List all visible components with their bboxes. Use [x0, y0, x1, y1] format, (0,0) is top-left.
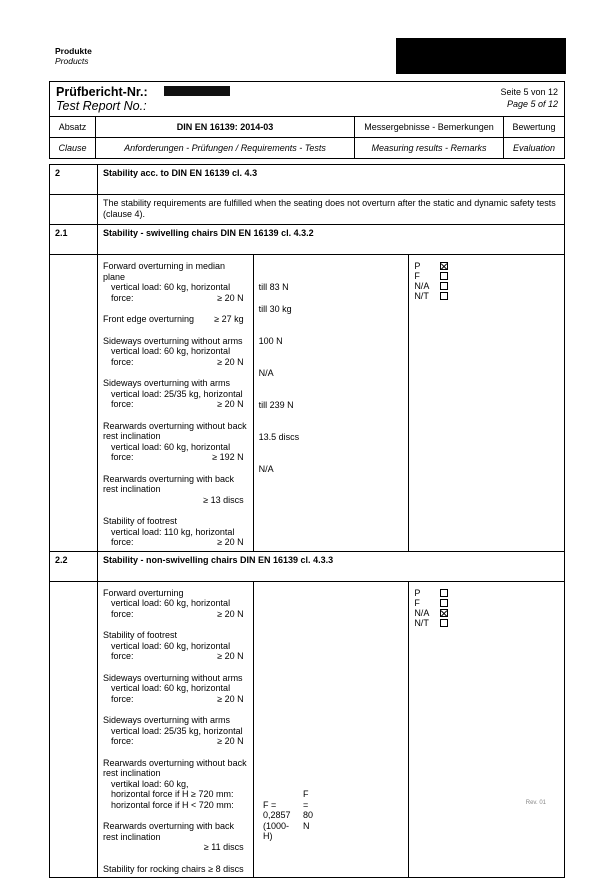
req-limit: ≥ 13 discs	[203, 494, 244, 505]
req-limit: ≥ 20 N	[217, 292, 244, 303]
result-value: 100 N	[258, 335, 283, 346]
req-detail: vertical load: 110 kg, horizontal force:	[111, 526, 235, 547]
revision-label: Rev. 01	[525, 800, 546, 806]
req-detail: horizontal force if H ≥ 720 mm:	[111, 789, 234, 799]
col-clause-en: Clause	[50, 138, 96, 159]
req-row	[103, 261, 248, 303]
req-title: Sideways overturning with arms	[103, 378, 231, 388]
req-row	[103, 516, 248, 548]
req-title: Sideways overturning with arms	[103, 715, 231, 725]
section-21-requirements	[98, 255, 254, 552]
checkbox-na-checked[interactable]	[440, 609, 448, 617]
eval-label-f: F	[414, 597, 420, 608]
checkbox-nt[interactable]	[440, 292, 448, 300]
req-detail: vertikal load: 60 kg,	[111, 778, 189, 789]
req-detail: horizontal force if H < 720 mm:	[111, 799, 234, 810]
report-number-label-de: Prüfbericht-Nr.:	[56, 85, 148, 99]
result-value: till 239 N	[258, 399, 294, 410]
eval-label-f: F	[414, 271, 420, 281]
result-value: 13.5 discs	[258, 431, 300, 442]
products-de: Produkte	[55, 46, 92, 56]
req-row	[103, 673, 248, 705]
column-header-table	[49, 116, 565, 159]
req-detail: vertical load: 60 kg, horizontal force:	[111, 282, 231, 303]
section-2-number: 2	[50, 165, 98, 195]
col-requirements: Anforderungen - Prüfungen / Requirements - Tests	[96, 138, 355, 159]
req-title: Sideways overturning without arms	[103, 672, 243, 683]
page-de: Seite 5 von 12	[500, 87, 558, 97]
req-title: Stability of footrest	[103, 516, 178, 526]
section-22-evaluation	[409, 581, 565, 878]
req-title: Rearwards overturning without back rest inclination	[103, 420, 247, 441]
req-title: Rearwards overturning without back rest inclination	[103, 757, 247, 778]
section-21-number: 2.1	[50, 225, 98, 255]
req-row	[103, 314, 248, 325]
col-results-en: Measuring results - Remarks	[355, 138, 504, 159]
req-limit: ≥ 20 N	[217, 693, 244, 704]
req-title: Rearwards overturning with back rest inclination	[103, 821, 235, 842]
req-title: Sideways overturning without arms	[103, 335, 243, 346]
report-number-label-en: Test Report No.:	[56, 99, 147, 113]
req-detail: vertical load: 60 kg, horizontal force:	[111, 346, 231, 367]
page-indicator	[500, 86, 558, 110]
req-title: Stability of footrest	[103, 630, 178, 640]
result-value: till 83 N	[258, 282, 289, 292]
req-formula: F = 80 N	[303, 789, 314, 831]
eval-label-nt: N/T	[414, 291, 429, 301]
req-title: Stability for rocking chairs	[103, 863, 206, 874]
req-row	[103, 630, 248, 662]
eval-label-p: P	[414, 587, 421, 598]
result-value: till 30 kg	[258, 303, 292, 314]
col-evaluation-en: Evaluation	[504, 138, 565, 159]
products-en: Products	[55, 56, 89, 66]
req-limit: ≥ 8 discs	[208, 863, 244, 874]
checkbox-p[interactable]	[440, 589, 448, 597]
req-row	[103, 864, 248, 875]
req-limit: ≥ 20 N	[217, 356, 244, 367]
section-21-evaluation	[409, 255, 565, 552]
req-detail: vertical load: 60 kg, horizontal force:	[111, 598, 231, 619]
section-2-title: Stability acc. to DIN EN 16139 cl. 4.3	[98, 165, 565, 195]
checkbox-f[interactable]	[440, 599, 448, 607]
req-title: Forward overturning	[103, 587, 184, 598]
col-standard: DIN EN 16139: 2014-03	[96, 117, 355, 138]
req-row	[103, 588, 248, 620]
req-detail: vertical load: 60 kg, horizontal force:	[111, 441, 231, 462]
section-22-requirements	[98, 581, 314, 878]
req-title: Forward overturning in median plane	[103, 261, 226, 282]
req-title: Front edge overturning	[103, 314, 195, 324]
checkbox-p-checked[interactable]	[440, 262, 448, 270]
req-limit: ≥ 20 N	[217, 537, 244, 547]
req-detail: vertical load: 60 kg, horizontal force:	[111, 640, 231, 661]
req-limit: ≥ 192 N	[212, 452, 244, 462]
req-limit: ≥ 20 N	[217, 651, 244, 661]
logo-redacted	[396, 38, 566, 74]
req-limit: ≥ 20 N	[217, 608, 244, 619]
products-label	[55, 46, 92, 66]
report-header-box	[49, 81, 565, 159]
col-clause-de: Absatz	[50, 117, 96, 138]
req-formula: F = 0,2857 (1000-H)	[263, 799, 291, 841]
checkbox-f[interactable]	[440, 272, 448, 280]
eval-label-na: N/A	[414, 281, 430, 291]
col-evaluation-de: Bewertung	[504, 117, 565, 138]
req-detail: vertical load: 25/35 kg, horizontal force:	[111, 725, 243, 746]
req-detail: vertical load: 60 kg, horizontal force:	[111, 683, 231, 704]
page-en: Page 5 of 12	[506, 99, 558, 109]
report-number-redacted	[164, 86, 230, 96]
req-detail: vertical load: 25/35 kg, horizontal force:	[111, 388, 243, 409]
eval-label-na: N/A	[414, 607, 430, 618]
req-row	[103, 421, 248, 463]
result-value: N/A	[258, 463, 274, 474]
req-row	[103, 474, 248, 506]
req-limit: ≥ 11 discs	[203, 842, 244, 852]
stability-table	[49, 164, 565, 878]
eval-label-nt: N/T	[414, 617, 429, 628]
req-limit: ≥ 27 kg	[214, 314, 244, 324]
section-22-number: 2.2	[50, 551, 98, 581]
checkbox-nt[interactable]	[440, 619, 448, 627]
section-2-text: The stability requirements are fulfilled when the seating does not overturn after the static and dynamic safety tests (clause 4).	[98, 195, 565, 225]
req-limit: ≥ 20 N	[217, 736, 244, 746]
eval-label-p: P	[414, 261, 421, 271]
section-21-results	[253, 255, 409, 552]
req-row	[103, 715, 248, 747]
section-21-title: Stability - swivelling chairs DIN EN 16139 cl. 4.3.2	[98, 225, 565, 255]
result-value: N/A	[258, 367, 274, 378]
col-results-de: Messergebnisse - Bemerkungen	[355, 117, 504, 138]
req-title: Rearwards overturning with back rest inclination	[103, 473, 235, 494]
req-limit: ≥ 20 N	[217, 399, 244, 409]
req-row	[103, 378, 248, 410]
section-22-title: Stability - non-swivelling chairs DIN EN 16139 cl. 4.3.3	[98, 551, 565, 581]
checkbox-na[interactable]	[440, 282, 448, 290]
req-row	[103, 336, 248, 368]
